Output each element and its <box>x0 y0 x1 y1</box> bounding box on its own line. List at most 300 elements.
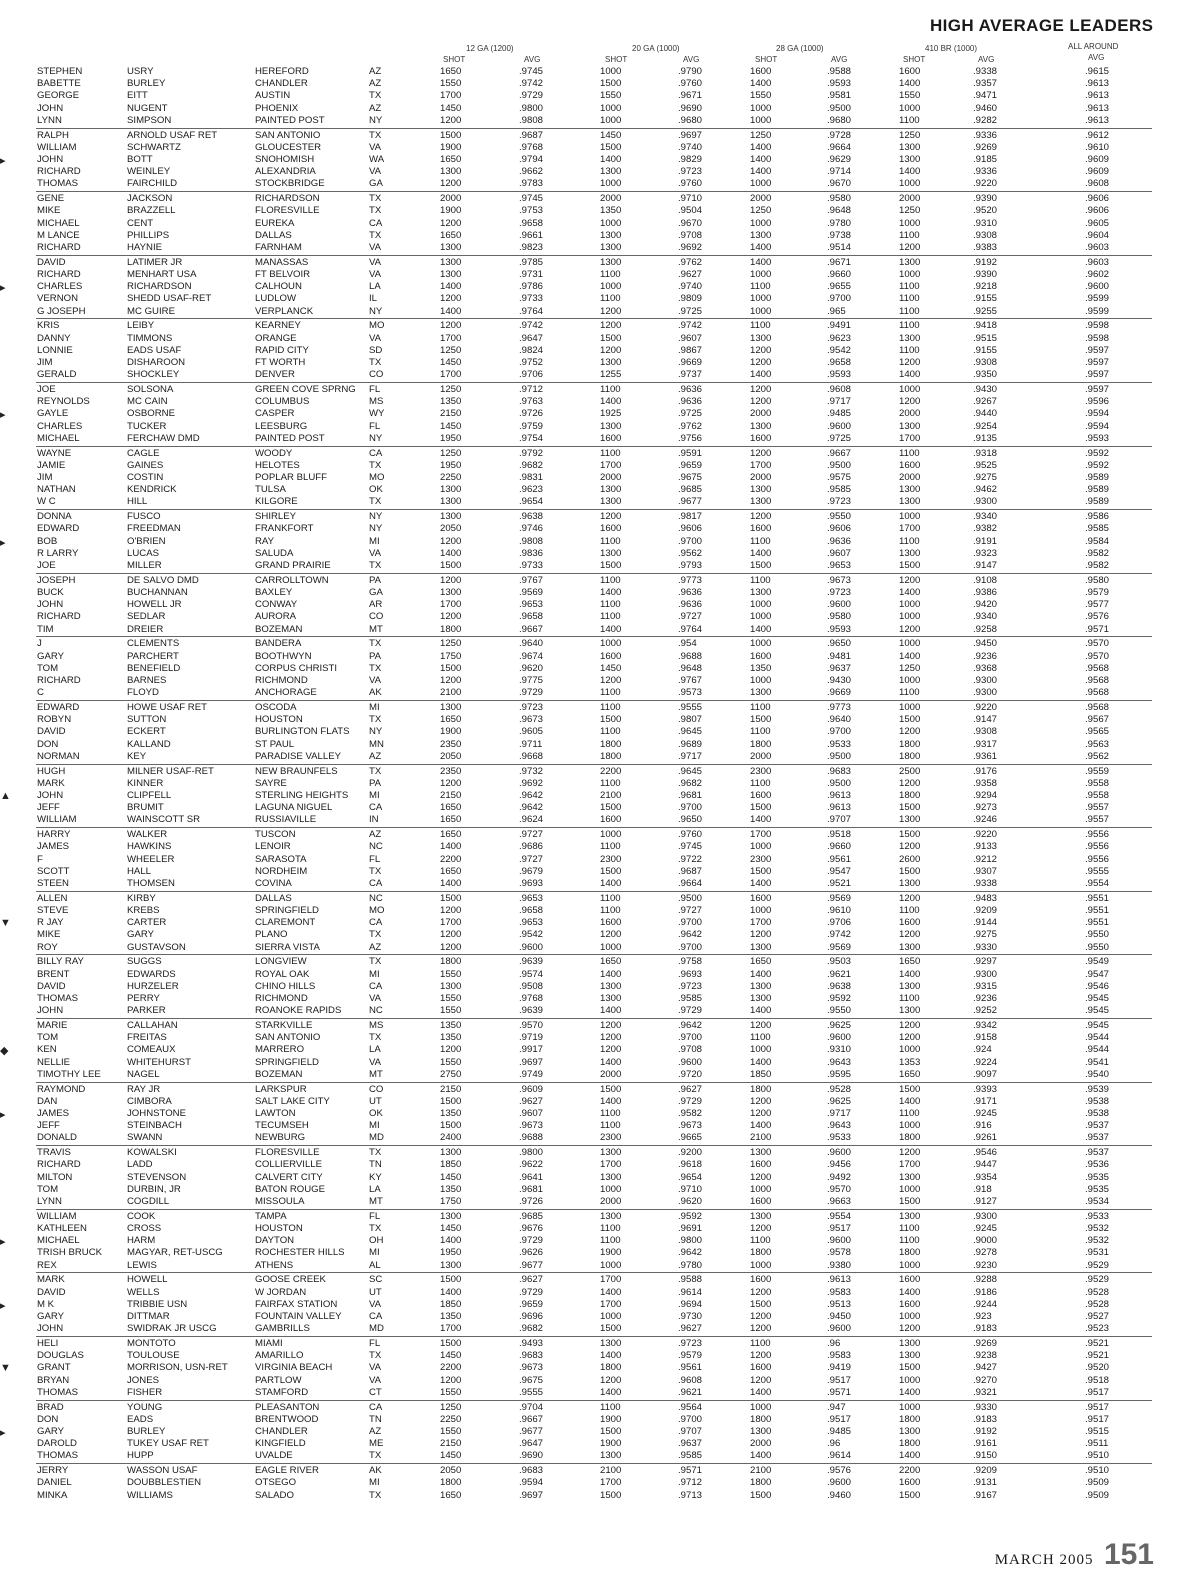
cell-first-name: DANIEL <box>37 1477 72 1489</box>
cell-shot-12ga: 1550 <box>440 1005 462 1017</box>
cell-avg-410br: .9191 <box>973 535 998 547</box>
cell-city: KEARNEY <box>255 320 301 332</box>
cell-shot-12ga: 1500 <box>440 1120 462 1132</box>
page-title: HIGH AVERAGE LEADERS <box>930 16 1154 35</box>
cell-shot-410br: 1000 <box>899 102 921 114</box>
cell-state: TX <box>369 129 382 141</box>
cell-avg-28ga: .9491 <box>827 320 852 332</box>
table-row <box>0 408 1200 420</box>
cell-shot-20ga: 1100 <box>600 702 621 713</box>
cell-city: RAPID CITY <box>255 344 309 356</box>
cell-first-name: RICHARD <box>37 242 81 253</box>
cell-shot-28ga: 1800 <box>750 1247 772 1259</box>
cell-shot-28ga: 1000 <box>750 178 772 190</box>
cell-last-name: HOWELL <box>127 1274 168 1286</box>
cell-shot-20ga: 1600 <box>600 917 622 929</box>
cell-first-name: JEFF <box>37 1120 60 1132</box>
cell-avg-all-around: .9527 <box>1085 1311 1110 1322</box>
cell-state: NY <box>369 114 383 126</box>
cell-first-name: BILLY RAY <box>37 956 84 968</box>
cell-avg-12ga: .9667 <box>519 1413 544 1425</box>
cell-avg-20ga: .9780 <box>678 1259 703 1271</box>
cell-shot-28ga: 1700 <box>750 829 772 841</box>
cell-shot-20ga: 1500 <box>600 1083 622 1095</box>
cell-first-name: THOMAS <box>37 178 79 190</box>
cell-first-name: JERRY <box>37 1465 69 1477</box>
cell-avg-all-around: .9538 <box>1085 1108 1110 1119</box>
cell-state: MI <box>369 1120 380 1132</box>
cell-avg-28ga: .9640 <box>827 714 852 726</box>
cell-city: MIAMI <box>255 1338 283 1349</box>
cell-shot-20ga: 1500 <box>600 560 622 571</box>
cell-state: AK <box>369 1465 382 1477</box>
cell-avg-20ga: .9720 <box>678 1068 703 1080</box>
cell-last-name: EADS <box>127 1413 154 1425</box>
cell-last-name: HARM <box>127 1235 156 1247</box>
cell-avg-20ga: .9700 <box>678 535 703 547</box>
cell-city: BOZEMAN <box>255 1068 303 1080</box>
cell-shot-12ga: 1300 <box>440 166 462 178</box>
cell-first-name: EDWARD <box>37 702 80 713</box>
cell-shot-410br: 1200 <box>899 242 921 253</box>
cell-shot-20ga: 1500 <box>600 714 622 726</box>
cell-state: VA <box>369 1362 382 1374</box>
cell-shot-12ga: 1900 <box>440 205 462 217</box>
cell-avg-all-around: .9529 <box>1085 1259 1110 1271</box>
cell-shot-410br: 1400 <box>899 1450 921 1462</box>
cell-avg-28ga: .9513 <box>827 1298 852 1310</box>
table-row <box>0 599 1200 611</box>
cell-shot-12ga: 2150 <box>440 790 462 801</box>
table-row <box>0 714 1200 726</box>
cell-shot-20ga: 1200 <box>600 511 622 523</box>
cell-shot-20ga: 1300 <box>600 229 622 241</box>
cell-avg-12ga: .9542 <box>519 929 544 941</box>
cell-avg-28ga: .9648 <box>827 205 852 217</box>
cell-avg-410br: .9209 <box>973 1465 998 1477</box>
cell-avg-20ga: .9607 <box>678 332 703 344</box>
cell-avg-410br: .9273 <box>973 802 998 814</box>
cell-avg-all-around: .9594 <box>1085 420 1110 432</box>
cell-state: MI <box>369 535 380 547</box>
cell-first-name: TIM <box>37 623 54 635</box>
cell-shot-20ga: 1255 <box>600 369 622 381</box>
cell-shot-410br: 1000 <box>899 1183 921 1195</box>
cell-avg-28ga: .9658 <box>827 357 852 368</box>
cell-avg-410br: .9275 <box>973 929 998 941</box>
cell-city: CORPUS CHRISTI <box>255 662 338 674</box>
cell-avg-410br: .9183 <box>973 1323 998 1335</box>
cell-shot-410br: 1300 <box>899 256 921 268</box>
cell-shot-28ga: 1800 <box>750 1083 772 1095</box>
cell-avg-28ga: .9673 <box>827 574 852 586</box>
cell-avg-all-around: .9612 <box>1085 129 1110 141</box>
cell-last-name: MORRISON, USN-RET <box>127 1362 228 1374</box>
cell-shot-410br: 1300 <box>899 141 921 153</box>
cell-state: UT <box>369 1095 382 1107</box>
table-row <box>0 357 1200 369</box>
cell-avg-12ga: .9742 <box>519 320 544 332</box>
cell-first-name: GERALD <box>37 369 77 381</box>
cell-city: OTSEGO <box>255 1477 297 1489</box>
cell-avg-28ga: .9503 <box>827 956 852 968</box>
table-row <box>0 484 1200 496</box>
cell-avg-20ga: .9740 <box>678 281 703 293</box>
cell-avg-28ga: .9500 <box>827 750 852 762</box>
cell-shot-12ga: 1200 <box>440 293 462 305</box>
cell-shot-20ga: 1400 <box>600 968 622 980</box>
cell-avg-20ga: .9677 <box>678 496 703 508</box>
cell-shot-28ga: 1600 <box>750 1159 772 1171</box>
cell-shot-28ga: 1400 <box>750 256 772 268</box>
cell-shot-28ga: 1600 <box>750 66 772 77</box>
cell-shot-28ga: 1400 <box>750 1056 772 1068</box>
cell-avg-410br: .9460 <box>973 102 998 114</box>
cell-avg-410br: .9330 <box>973 1401 998 1413</box>
cell-state: AK <box>369 687 382 699</box>
cell-city: WOODY <box>255 447 293 459</box>
cell-shot-410br: 1700 <box>899 1159 921 1171</box>
cell-avg-28ga: .9707 <box>827 814 852 826</box>
cell-state: CA <box>369 878 383 889</box>
table-row <box>0 1426 1200 1438</box>
cell-last-name: SWANN <box>127 1132 163 1144</box>
cell-shot-28ga: 1400 <box>750 1386 772 1398</box>
cell-avg-all-around: .9597 <box>1085 344 1110 356</box>
cell-avg-410br: .9338 <box>973 66 998 77</box>
cell-shot-410br: 1000 <box>899 1311 921 1322</box>
cell-shot-410br: 1400 <box>899 587 921 598</box>
cell-avg-12ga: .9620 <box>519 662 544 674</box>
cell-avg-20ga: .9636 <box>678 396 703 408</box>
cell-first-name: GEORGE <box>37 90 80 102</box>
cell-avg-410br: .9420 <box>973 599 998 611</box>
cell-avg-410br: .9220 <box>973 829 998 841</box>
cell-shot-12ga: 1650 <box>440 802 462 814</box>
cell-avg-20ga: .9723 <box>678 980 703 992</box>
cell-city: EAGLE RIVER <box>255 1465 319 1477</box>
cell-avg-28ga: .9528 <box>827 1083 852 1095</box>
cell-shot-28ga: 1300 <box>750 484 772 496</box>
cell-state: MO <box>369 472 385 483</box>
cell-first-name: STEVE <box>37 905 69 916</box>
cell-shot-12ga: 1750 <box>440 1196 462 1207</box>
table-row <box>0 1132 1200 1144</box>
cell-avg-410br: .9382 <box>973 523 998 535</box>
cell-city: ANCHORAGE <box>255 687 317 699</box>
cell-avg-410br: .9315 <box>973 980 998 992</box>
cell-last-name: CLIPFELL <box>127 790 172 801</box>
cell-avg-28ga: .9638 <box>827 980 852 992</box>
cell-state: VA <box>369 1298 382 1310</box>
group-header-28ga: 28 GA (1000) <box>776 44 824 53</box>
cell-shot-20ga: 1200 <box>600 929 622 941</box>
cell-shot-20ga: 2300 <box>600 853 622 865</box>
cell-avg-all-around: .9610 <box>1085 141 1110 153</box>
cell-city: FAIRFAX STATION <box>255 1298 338 1310</box>
cell-shot-28ga: 1000 <box>750 102 772 114</box>
cell-last-name: FISHER <box>127 1386 163 1398</box>
cell-state: LA <box>369 281 381 293</box>
cell-state: TN <box>369 1413 382 1425</box>
cell-first-name: JIM <box>37 472 53 483</box>
cell-avg-20ga: .9758 <box>678 956 703 968</box>
cell-avg-28ga: .9660 <box>827 269 852 280</box>
cell-first-name: NELLIE <box>37 1056 71 1068</box>
table-row <box>0 320 1200 332</box>
cell-avg-all-around: .9520 <box>1085 1362 1110 1374</box>
cell-avg-28ga: .9738 <box>827 229 852 241</box>
cell-city: TECUMSEH <box>255 1120 309 1132</box>
cell-first-name: JOHN <box>37 599 64 611</box>
cell-first-name: NORMAN <box>37 750 80 762</box>
cell-shot-28ga: 1400 <box>750 141 772 153</box>
cell-avg-20ga: .9500 <box>678 892 703 904</box>
cell-shot-12ga: 1400 <box>440 281 462 293</box>
cell-shot-20ga: 1300 <box>600 1450 622 1462</box>
table-row <box>0 1196 1200 1208</box>
cell-last-name: KALLAND <box>127 738 171 750</box>
cell-state: VA <box>369 242 382 253</box>
cell-shot-12ga: 1250 <box>440 447 462 459</box>
cell-avg-all-around: .9613 <box>1085 78 1110 90</box>
cell-city: AMARILLO <box>255 1350 304 1362</box>
cell-shot-12ga: 2350 <box>440 738 462 750</box>
cell-shot-12ga: 1700 <box>440 332 462 344</box>
cell-avg-12ga: .9677 <box>519 1426 544 1437</box>
cell-avg-28ga: .9550 <box>827 1005 852 1017</box>
cell-shot-12ga: 1400 <box>440 1286 462 1298</box>
cell-first-name: M LANCE <box>37 229 80 241</box>
cell-state: VA <box>369 547 382 559</box>
cell-avg-410br: .9252 <box>973 1005 998 1017</box>
cell-shot-410br: 1100 <box>899 281 920 293</box>
cell-avg-20ga: .9730 <box>678 1311 703 1322</box>
cell-avg-all-around: .9549 <box>1085 956 1110 968</box>
cell-shot-410br: 1000 <box>899 1374 921 1386</box>
cell-first-name: DAVID <box>37 980 66 992</box>
cell-state: ME <box>369 1438 384 1450</box>
table-row <box>0 242 1200 254</box>
cell-city: ALEXANDRIA <box>255 166 316 178</box>
cell-last-name: LUCAS <box>127 547 159 559</box>
cell-avg-12ga: .9733 <box>519 293 544 305</box>
cell-last-name: JACKSON <box>127 193 173 205</box>
cell-avg-all-around: .9510 <box>1085 1450 1110 1462</box>
cell-shot-410br: 1500 <box>899 1083 921 1095</box>
cell-first-name: JOE <box>37 384 56 395</box>
cell-first-name: BUCK <box>37 587 64 598</box>
cell-last-name: HAYNIE <box>127 242 163 253</box>
cell-shot-28ga: 1600 <box>750 790 772 801</box>
cell-shot-20ga: 1100 <box>600 892 621 904</box>
table-row <box>0 929 1200 941</box>
cell-shot-410br: 1200 <box>899 623 921 635</box>
margin-mark: ▸ <box>0 409 6 422</box>
cell-shot-410br: 1100 <box>899 320 920 332</box>
cell-shot-12ga: 1650 <box>440 154 462 165</box>
table-row <box>0 396 1200 408</box>
cell-avg-20ga: .9618 <box>678 1159 703 1171</box>
cell-avg-28ga: .9723 <box>827 496 852 508</box>
table-row <box>0 663 1200 675</box>
cell-shot-410br: 1400 <box>899 166 921 178</box>
cell-shot-410br: 1200 <box>899 726 921 738</box>
cell-shot-12ga: 1550 <box>440 968 462 980</box>
cell-shot-20ga: 1100 <box>600 611 621 623</box>
subheader-shot-12ga: SHOT <box>443 55 466 64</box>
cell-last-name: KOWALSKI <box>127 1147 177 1159</box>
cell-avg-12ga: .9742 <box>519 78 544 90</box>
cell-avg-410br: .9368 <box>973 662 998 674</box>
cell-last-name: WHITEHURST <box>127 1056 191 1068</box>
cell-first-name: BOB <box>37 535 58 547</box>
cell-last-name: STEINBACH <box>127 1120 182 1132</box>
cell-avg-all-around: .9559 <box>1085 765 1110 777</box>
cell-shot-28ga: 2000 <box>750 193 772 205</box>
cell-shot-28ga: 1400 <box>750 242 772 253</box>
cell-last-name: COOK <box>127 1210 156 1222</box>
cell-shot-12ga: 2250 <box>440 1413 462 1425</box>
group-divider <box>36 1209 1152 1210</box>
cell-avg-28ga: .9660 <box>827 841 852 853</box>
cell-shot-28ga: 1300 <box>750 1147 772 1159</box>
cell-shot-12ga: 1800 <box>440 1477 462 1489</box>
cell-last-name: PERRY <box>127 993 160 1004</box>
table-row <box>0 1438 1200 1450</box>
cell-avg-410br: .9450 <box>973 638 998 650</box>
cell-avg-28ga: .9629 <box>827 154 852 165</box>
cell-shot-410br: 1650 <box>899 956 921 968</box>
cell-avg-20ga: .9725 <box>678 305 703 317</box>
cell-avg-all-around: .9597 <box>1085 369 1110 381</box>
cell-first-name: JAMES <box>37 1108 69 1119</box>
cell-avg-28ga: .9613 <box>827 790 852 801</box>
cell-state: MI <box>369 790 380 801</box>
cell-shot-28ga: 1400 <box>750 78 772 90</box>
cell-shot-28ga: 1250 <box>750 205 772 217</box>
cell-avg-20ga: .9650 <box>678 814 703 826</box>
cell-state: AZ <box>369 78 382 90</box>
table-row <box>0 1465 1200 1477</box>
cell-avg-28ga: .9623 <box>827 332 852 344</box>
cell-shot-20ga: 1100 <box>600 269 621 280</box>
cell-shot-20ga: 1300 <box>600 166 622 178</box>
cell-first-name: JOHN <box>37 102 64 114</box>
cell-shot-410br: 1200 <box>899 574 921 586</box>
cell-avg-12ga: .9692 <box>519 777 544 789</box>
table-row <box>0 1044 1200 1056</box>
cell-shot-410br: 1600 <box>899 459 921 471</box>
cell-state: CA <box>369 1311 383 1322</box>
cell-state: CA <box>369 802 383 814</box>
cell-shot-28ga: 2100 <box>750 1132 772 1144</box>
cell-avg-28ga: .9583 <box>827 1286 852 1298</box>
cell-shot-28ga: 1400 <box>750 968 772 980</box>
cell-shot-28ga: 1200 <box>750 384 772 395</box>
table-row <box>0 345 1200 357</box>
cell-avg-28ga: .9500 <box>827 102 852 114</box>
cell-shot-12ga: 2150 <box>440 408 462 420</box>
footer <box>995 1538 1154 1572</box>
cell-shot-20ga: 1100 <box>600 1120 621 1132</box>
cell-avg-410br: .9171 <box>973 1095 998 1107</box>
table-row <box>0 702 1200 714</box>
cell-avg-410br: .9186 <box>973 1286 998 1298</box>
cell-avg-28ga: .9643 <box>827 1056 852 1068</box>
table-row <box>0 651 1200 663</box>
cell-avg-all-around: .9579 <box>1085 587 1110 598</box>
cell-city: FLORESVILLE <box>255 1147 320 1159</box>
cell-shot-28ga: 1300 <box>750 229 772 241</box>
cell-last-name: DE SALVO DMD <box>127 574 199 586</box>
cell-last-name: EDWARDS <box>127 968 176 980</box>
cell-city: RUSSIAVILLE <box>255 814 317 826</box>
cell-shot-410br: 1300 <box>899 420 921 432</box>
cell-last-name: MENHART USA <box>127 269 197 280</box>
table-row <box>0 1108 1200 1120</box>
cell-shot-28ga: 1000 <box>750 114 772 126</box>
cell-avg-28ga: .9585 <box>827 484 852 496</box>
cell-shot-410br: 1100 <box>899 993 920 1004</box>
cell-avg-410br: .9133 <box>973 841 998 853</box>
cell-avg-28ga: .9742 <box>827 929 852 941</box>
cell-shot-28ga: 1500 <box>750 802 772 814</box>
cell-avg-410br: .9308 <box>973 357 998 368</box>
cell-state: OH <box>369 1235 384 1247</box>
cell-shot-410br: 2000 <box>899 472 921 483</box>
table-row <box>0 638 1200 650</box>
cell-avg-20ga: .9723 <box>678 1338 703 1349</box>
cell-city: CALHOUN <box>255 281 302 293</box>
cell-shot-28ga: 1300 <box>750 587 772 598</box>
cell-shot-28ga: 1300 <box>750 332 772 344</box>
cell-avg-20ga: .9585 <box>678 993 703 1004</box>
cell-shot-20ga: 1600 <box>600 432 622 444</box>
cell-avg-20ga: .9582 <box>678 1108 703 1119</box>
cell-first-name: MILTON <box>37 1171 73 1183</box>
cell-avg-12ga: .9622 <box>519 1159 544 1171</box>
cell-shot-410br: 1500 <box>899 714 921 726</box>
cell-avg-12ga: .9682 <box>519 1323 544 1335</box>
group-divider <box>36 1145 1152 1146</box>
cell-last-name: WAINSCOTT SR <box>127 814 201 826</box>
table-row <box>0 1323 1200 1335</box>
cell-avg-12ga: .9729 <box>519 1286 544 1298</box>
cell-avg-all-around: .9528 <box>1085 1298 1110 1310</box>
cell-city: ROANOKE RAPIDS <box>255 1005 342 1017</box>
table-row <box>0 142 1200 154</box>
cell-shot-20ga: 1925 <box>600 408 622 420</box>
table-row <box>0 878 1200 890</box>
table-row <box>0 115 1200 127</box>
cell-shot-20ga: 2000 <box>600 193 622 205</box>
cell-first-name: WILLIAM <box>37 141 77 153</box>
cell-avg-410br: .9317 <box>973 738 998 750</box>
cell-avg-12ga: .9639 <box>519 956 544 968</box>
cell-avg-all-around: .9550 <box>1085 929 1110 941</box>
cell-state: TX <box>369 662 382 674</box>
cell-avg-12ga: .9775 <box>519 675 544 686</box>
table-row <box>0 1147 1200 1159</box>
cell-avg-all-around: .9523 <box>1085 1323 1110 1335</box>
cell-shot-20ga: 1600 <box>600 814 622 826</box>
cell-state: AR <box>369 599 383 611</box>
table-row <box>0 306 1200 318</box>
cell-shot-20ga: 1650 <box>600 956 622 968</box>
cell-avg-12ga: .9783 <box>519 178 544 190</box>
cell-avg-20ga: .9688 <box>678 650 703 662</box>
